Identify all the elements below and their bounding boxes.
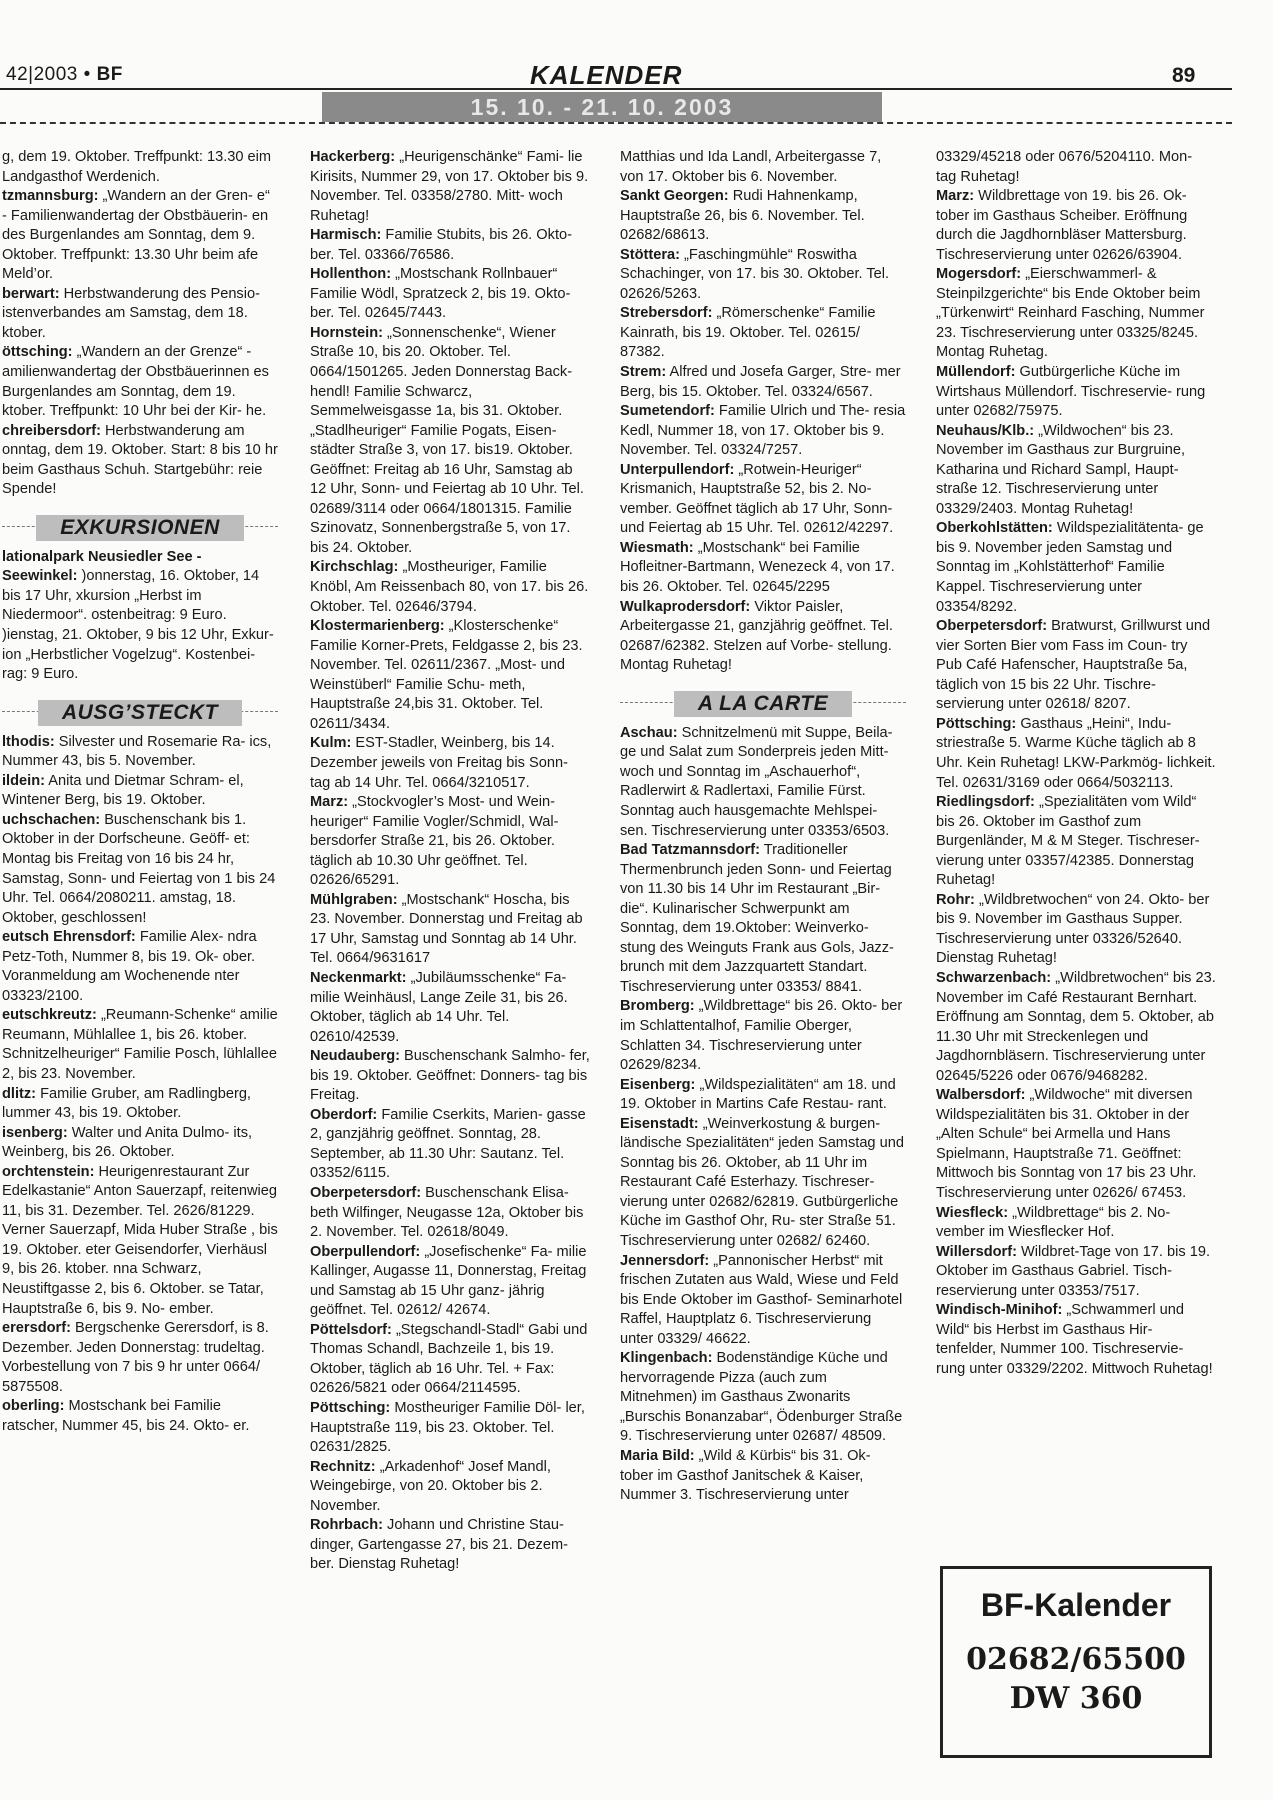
entry-place: Klingenbach: xyxy=(620,1350,713,1367)
entry xyxy=(310,1243,592,1321)
entry-place: Oberpullendorf: xyxy=(310,1243,421,1260)
entry xyxy=(2,148,278,187)
entry-place: tzmannsburg: xyxy=(2,188,99,205)
entry xyxy=(936,617,1216,715)
entry-text: Rudi Hahnenkamp, Hauptstraße 26, bis 6. November. Tel. 02682/68613. xyxy=(620,188,865,244)
entry-text: Bodenständige Küche und hervorragende Pizza (auch zum Mitnehmen) im Gasthaus Zwonarits „Burschis Bonanzabar“, Ödenburger Straße 9. Tischreservierung unter 02687/ 48509. xyxy=(620,1350,903,1445)
entry xyxy=(310,1321,592,1399)
contact-box-extension: DW 360 xyxy=(1009,1681,1143,1716)
entry xyxy=(936,187,1216,265)
section-header-exkursionen xyxy=(2,515,278,541)
entry-text: „Wildbretwochen“ von 24. Okto- ber bis 9. November im Gasthaus Supper. Tischreservierung unter 03326/52640. Dienstag Ruhetag! xyxy=(936,891,1210,967)
entry-text: Gasthaus „Heini“, Indu- striestraße 5. Warme Küche täglich ab 8 Uhr. Kein Ruhetag! LKW-Parkmög- lichkeit. Tel. 02631/3169 oder 0664/5032113. xyxy=(936,715,1216,791)
ausgsteckt-entries-continued xyxy=(310,148,592,1575)
entry-place: öttsching: xyxy=(2,344,73,361)
entry-place: dlitz: xyxy=(2,1085,37,1102)
entry-text: Familie Gruber, am Radlingberg, lummer 43, bis 19. Oktober. xyxy=(2,1085,251,1122)
entry-text: Buschenschank bis 1. Oktober in der Dorfscheune. Geöff- et: Montag bis Freitag von 16 bis 24 hr, Samstag, Sonn- und Feiertag von 1 bis 24 Uhr. Tel. 0664/2080211. amstag, 18. Oktober, geschlossen! xyxy=(2,811,276,926)
column-1 xyxy=(2,148,278,1436)
entry-text: „Mostschank Rollnbauer“ Familie Wödl, Spratzeck 2, bis 19. Okto- ber. Tel. 02645/7443. xyxy=(310,266,571,322)
entry-text: „Weinverkostung & burgen- ländische Spezialitäten“ jeden Samstag und Sonntag bis 26. Oktober, ab 11 Uhr im Restaurant Café Esterhazy. Tischreser- vierung unter 02682/62819. Gutbürgerliche Küche im Gasthof Ohr, Ru- ster Straße 51. Tischreservierung unter 02682/ 62460. xyxy=(620,1115,904,1249)
entry-place: Harmisch: xyxy=(310,227,382,244)
entry xyxy=(2,187,278,285)
entry-text: Traditioneller Thermenbrunch jeden Sonn- und Feiertag von 11.30 bis 14 Uhr im Restaurant „Bir- die“. Kulinarischer Schwerpunkt am Sonntag, dem 19.Oktober: Weinverko- stung des Weinguts Frank aus Gols, Jazz- brunch mit dem Jazzquartett Standart. Tischreservierung unter 03353/ 8841. xyxy=(620,842,894,995)
entry xyxy=(2,1397,278,1436)
entry-text: „Klosterschenke“ Familie Korner-Prets, Feldgasse 2, bis 23. November. Tel. 02611/2367. „Most- und Weinstüberl“ Familie Schu- meth, Hauptstraße 24,bis 31. Oktober. Tel. 02611/3434. xyxy=(310,618,583,732)
entry-place: Maria Bild: xyxy=(620,1448,695,1464)
entry xyxy=(620,304,906,363)
entry-text: „Rotwein-Heuriger“ Krismanich, Hauptstraße 52, bis 2. No- vember. Geöffnet täglich ab 17 Uhr, Sonn- und Feiertag ab 15 Uhr. Tel. 02612/42297. xyxy=(620,461,894,537)
entry-place: Oberdorf: xyxy=(310,1106,378,1123)
entry-place: Pöttsching: xyxy=(310,1400,391,1416)
entry-text: Herbstwanderung am onntag, dem 19. Oktober. Start: 8 bis 10 hr beim Gasthaus Schuh. Startgebühr: reie Spende! xyxy=(2,422,278,498)
entry-place: Neudauberg: xyxy=(310,1048,400,1065)
entry-place: chreibersdorf: xyxy=(2,422,101,439)
entry-text: Familie Alex- ndra Petz-Toth, Nummer 8, bis 19. Ok- ober. Voranmeldung am Wochenende nter 03323/2100. xyxy=(2,929,257,1004)
entry-place: Bad Tatzmannsdorf: xyxy=(620,842,760,859)
entry-place: orchtenstein: xyxy=(2,1163,95,1180)
entry-place: Bromberg: xyxy=(620,998,695,1015)
entry-place: Eisenberg: xyxy=(620,1076,696,1093)
entry-place: Pöttsching: xyxy=(936,715,1017,732)
entry-text: Anita und Dietmar Schram- el, Wintener Berg, bis 19. Oktober. xyxy=(2,772,244,809)
entry-place: Oberpetersdorf: xyxy=(310,1184,422,1201)
entry-text: „Wandern an der Grenze“ - amilienwandertag der Obstbäuerinnen es Burgenlandes am Sonntag, dem 19. ktober. Treffpunkt: 10 Uhr bei der Kir- he. xyxy=(2,344,269,420)
entry xyxy=(936,891,1216,969)
entry xyxy=(2,733,278,772)
entry-place: Hornstein: xyxy=(310,324,383,341)
column-3 xyxy=(620,148,906,1506)
entry xyxy=(620,363,906,402)
entry xyxy=(620,724,906,841)
entry-text: Walter und Anita Dulmo- its, Weinberg, bis 26. Oktober. xyxy=(2,1124,253,1161)
a-la-carte-entries-continued xyxy=(936,148,1216,1379)
entry xyxy=(2,343,278,421)
entry-text: „Heurigenschänke“ Fami- lie Kirisits, Nummer 29, von 17. Oktober bis 9. November. Tel. 03358/2780. Mitt- woch Ruhetag! xyxy=(310,149,589,224)
entry-place: Marz: xyxy=(310,794,349,811)
entry-place: Neckenmarkt: xyxy=(310,969,407,986)
entry xyxy=(2,548,278,685)
entry-text: „Mostheuriger, Familie Knöbl, Am Reissenbach 80, von 17. bis 26. Oktober. Tel. 02646/3794. xyxy=(310,559,589,615)
entry xyxy=(620,1349,906,1447)
entry xyxy=(936,1086,1216,1203)
entry xyxy=(620,402,906,461)
entry xyxy=(310,969,592,1047)
entry xyxy=(310,226,592,265)
header-rule xyxy=(0,88,1232,90)
entry-place: eutsch Ehrensdorf: xyxy=(2,929,136,946)
entry xyxy=(620,148,906,187)
entry xyxy=(310,1047,592,1106)
entry-place: Strebersdorf: xyxy=(620,305,713,322)
entry-place: Rohr: xyxy=(936,891,975,908)
entry xyxy=(620,841,906,997)
entry-text: Buschenschank Salmho- fer, bis 19. Oktober. Geöffnet: Donners- tag bis Freitag. xyxy=(310,1048,590,1104)
entry-place: Wiesfleck: xyxy=(936,1204,1009,1221)
entry-text: Herbstwanderung des Pensio- istenverbandes am Samstag, dem 18. ktober. xyxy=(2,285,260,341)
entry-place: Riedlingsdorf: xyxy=(936,794,1035,811)
issue-number: 42|2003 • xyxy=(6,64,91,85)
magazine-name: BF xyxy=(96,64,123,85)
entry xyxy=(310,1399,592,1458)
entry xyxy=(310,1516,592,1575)
entry-text: „Mostschank“ bei Familie Hofleitner-Bartmann, Wenezeck 4, von 17. bis 26. Oktober. Tel. 02645/2295 xyxy=(620,539,895,596)
entry-text: Wildspezialitätenta- ge bis 9. November jeden Samstag und Sonntag im „Kohlstätterhof“ Familie Kappel. Tischreservierung unter 03354/8292. xyxy=(936,520,1204,615)
entry xyxy=(310,1458,592,1517)
entry-place: Sumetendorf: xyxy=(620,403,715,420)
entry-text: „Faschingmühle“ Roswitha Schachinger, von 17. bis 30. Oktober. Tel. 02626/5263. xyxy=(620,246,890,302)
page-title: KALENDER xyxy=(530,60,683,90)
entry xyxy=(620,187,906,246)
entry xyxy=(310,734,592,793)
entry-place: Sankt Georgen: xyxy=(620,188,729,205)
contact-box-phone: 02682/65500 xyxy=(966,1642,1186,1677)
entry-text: „Sonnenschenke“, Wiener Straße 10, bis 20. Oktober. Tel. 0664/1501265. Jeden Donnerstag Back- hendl! Familie Schwarcz, Semmelweisgasse 1a, bis 31. Oktober. „Stadlheuriger“ Familie Pogats, Eisen- städter Straße 3, von 17. bis19. Oktober. Geöffnet: Freitag ab 16 Uhr, Samstag ab 12 Uhr, Sonn- und Feiertag ab 10 Uhr. Tel. 02689/3114 oder 0664/1801315. Familie Szinovatz, Sonnenbergstraße 5, von 17. bis 24. Oktober. xyxy=(310,324,584,556)
section-header-a-la-carte xyxy=(620,691,906,717)
entry xyxy=(2,772,278,811)
entry-text: „Mostschank“ Hoscha, bis 23. November. Donnerstag und Freitag ab 17 Uhr, Samstag und Sonntag ab 14 Uhr. Tel. 0664/9631617 xyxy=(310,891,583,967)
entry-text: „Spezialitäten vom Wild“ bis 26. Oktober im Gasthof zum Burgenländer, M & M Steger. Tischreser- vierung unter 03357/42385. Donnerstag Ruhetag! xyxy=(936,794,1200,889)
entry-place: Wulkaprodersdorf: xyxy=(620,598,751,615)
entry-text: „Stegschandl-Stadl“ Gabi und Thomas Schandl, Bachzeile 1, bis 19. Oktober, täglich ab 16 Uhr. Tel. + Fax: 02626/5821 oder 0664/2114595. xyxy=(310,1321,588,1397)
entry-place: ildein: xyxy=(2,772,45,789)
entry-place: isenberg: xyxy=(2,1124,68,1141)
entry-text: „Wildbretwochen“ bis 23. November im Café Restaurant Bernhart. Eröffnung am Sonntag, dem 5. Oktober, ab 11.30 Uhr mit Streckenlegen und Jagdhornbläsern. Tischreservierung unter 02645/5226 oder 0676/9468282. xyxy=(936,969,1216,1084)
entry xyxy=(936,363,1216,422)
ausgsteckt-entries-end xyxy=(620,148,906,676)
entry-place: Müllendorf: xyxy=(936,364,1016,381)
entry xyxy=(936,1243,1216,1302)
entry xyxy=(620,1076,906,1115)
entry xyxy=(936,148,1216,187)
entry-text: „Wildspezialitäten“ am 18. und 19. Oktober in Martins Cafe Restau- rant. xyxy=(620,1076,896,1113)
entry xyxy=(2,811,278,928)
entry-text: Johann und Christine Stau- dinger, Gartengasse 27, bis 21. Dezem- ber. Dienstag Ruhetag! xyxy=(310,1517,568,1573)
entry xyxy=(620,997,906,1075)
entry-place: oberling: xyxy=(2,1398,65,1415)
entry-place: lthodis: xyxy=(2,733,55,750)
entry xyxy=(620,246,906,305)
entry xyxy=(310,265,592,324)
entry-place: berwart: xyxy=(2,285,60,302)
entry-place: eutschkreutz: xyxy=(2,1007,97,1024)
column-4 xyxy=(936,148,1216,1379)
entry-text: „Stockvogler’s Most- und Wein- heuriger“ Familie Vogler/Schmidl, Wal- bersdorfer Straße 21, bis 26. Oktober. täglich ab 10.30 Uhr geöffnet. Tel. 02626/65291. xyxy=(310,794,559,889)
entry-place: Hollenthon: xyxy=(310,266,392,283)
entry-text: „Wildwochen“ bis 23. November im Gasthaus zur Burgruine, Katharina und Richard Sampl, Haupt- straße 12. Tischreservierung unter 03329/2403. Montag Ruhetag! xyxy=(936,422,1186,517)
entry-text: Familie Stubits, bis 26. Okto- ber. Tel. 03366/76586. xyxy=(310,227,572,263)
entry xyxy=(936,715,1216,793)
entry-text: „Römerschenke“ Familie Kainrath, bis 19. Oktober. Tel. 02615/ 87382. xyxy=(620,305,876,361)
entry-place: uchschachen: xyxy=(2,811,101,828)
entry-place: Marz: xyxy=(936,188,975,205)
entry xyxy=(310,793,592,891)
entry xyxy=(2,422,278,500)
contact-box xyxy=(940,1566,1212,1758)
entry-text: Schnitzelmenü mit Suppe, Beila- ge und Salat zum Sonderpreis jeden Mitt- woch und Sonntag im „Aschauerhof“, Radlerwirt & Radlertaxi, Familie Fürst. Sonntag auch hausgemachte Mehlspei- sen. Tischreservierung unter 03353/6503. xyxy=(620,724,893,839)
entry-text: „Jubiläumsschenke“ Fa- milie Weinhäusl, Lange Zeile 31, bis 26. Oktober, täglich ab 14 Uhr. Tel. 02610/42539. xyxy=(310,969,568,1045)
entry-place: Stöttera: xyxy=(620,246,680,263)
entry-text: Mostheuriger Familie Döl- ler, Hauptstraße 119, bis 23. Oktober. Tel. 02631/2825. xyxy=(310,1400,585,1456)
entry xyxy=(936,519,1216,617)
entry-text: Heurigenrestaurant Zur Edelkastanie“ Anton Sauerzapf, reitenwieg 11, bis 31. Dezember. Tel. 2626/81229. Verner Sauerzapf, Mida Huber Straße , bis 19. Oktober. eter Geisendorfer, Vierhäusl 9, bis 26. ktober. nna Schwarz, Neustiftgasse 2, bis 6. Oktober. se Tatar, Hauptstraße 6, bis 9. No- ember. xyxy=(2,1163,278,1317)
entry xyxy=(2,1085,278,1124)
entry-text: „Reumann-Schenke“ amilie Reumann, Mühlallee 1, bis 26. ktober. Schnitzelheuriger“ Familie Posch, lühlallee 2, bis 23. November. xyxy=(2,1007,278,1082)
entry-text: „Wildbrettage“ bis 2. No- vember im Wiesflecker Hof. xyxy=(936,1204,1171,1241)
entry-text: Alfred und Josefa Garger, Stre- mer Berg, bis 15. Oktober. Tel. 03324/6567. xyxy=(620,364,901,400)
entry xyxy=(2,1006,278,1084)
column-2 xyxy=(310,148,592,1575)
entry xyxy=(936,1204,1216,1243)
entry xyxy=(2,1163,278,1319)
entry-text: Familie Ulrich und The- resia Kedl, Nummer 18, von 17. Oktober bis 9. November. Tel. 03324/7257. xyxy=(620,403,906,459)
entry-place: erersdorf: xyxy=(2,1320,71,1337)
entry-text: „Eierschwammerl- & Steinpilzgerichte“ bis Ende Oktober beim „Türkenwirt“ Reinhard Fasching, Nummer 23. Tischreservierung unter 03325/8245. Montag Ruhetag. xyxy=(936,266,1205,361)
entry xyxy=(310,1184,592,1243)
ausgsteckt-entries xyxy=(2,733,278,1437)
entry-place: Pöttelsdorf: xyxy=(310,1321,392,1338)
entry-place: Oberkohlstätten: xyxy=(936,520,1053,537)
entry-place: Rechnitz: xyxy=(310,1458,376,1475)
section-title: AUSG’STECKT xyxy=(38,700,242,726)
entry xyxy=(936,422,1216,520)
entry-text: Wildbret-Tage von 17. bis 19. Oktober im Gasthaus Gabriel. Tisch- reservierung unter 03353/7517. xyxy=(936,1243,1211,1299)
entry-place: Kulm: xyxy=(310,735,352,752)
entry-text: EST-Stadler, Weinberg, bis 14. Dezember jeweils von Freitag bis Sonn- tag ab 14 Uhr. Tel. 0664/3210517. xyxy=(310,735,568,791)
entry-place: Schwarzenbach: xyxy=(936,969,1052,986)
entry-text: „Josefischenke“ Fa- milie Kallinger, Augasse 11, Donnerstag, Freitag und Samstag ab 15 Uhr ganz- jährig geöffnet. Tel. 02612/ 42674. xyxy=(310,1243,587,1319)
entry-text: Viktor Paisler, Arbeitergasse 21, ganzjährig geöffnet. Tel. 02687/62382. Stelzen auf Vorbe- stellung. Montag Ruhetag! xyxy=(620,598,893,674)
entry-text: Silvester und Rosemarie Ra- ics, Nummer 43, bis 5. November. xyxy=(2,733,272,770)
entry-text: „Arkadenhof“ Josef Mandl, Weingebirge, von 20. Oktober bis 2. November. xyxy=(310,1458,551,1514)
entry-text: Wildbrettage von 19. bis 26. Ok- tober im Gasthaus Scheiber. Eröffnung durch die Jagdhornbläser Mattersburg. Tischreservierung unter 02626/63904. xyxy=(936,188,1188,263)
entry-place: Jennersdorf: xyxy=(620,1252,710,1269)
entry-text: „Wildwoche“ mit diversen Wildspezialitäten bis 31. Oktober in der „Alten Schule“ bei Armella und Hans Spielmann, Hauptstraße 71. Geöffnet: Mittwoch bis Sonntag von 17 bis 23 Uhr. Tischreservierung unter 02626/ 67453. xyxy=(936,1087,1197,1201)
entry-place: Walbersdorf: xyxy=(936,1087,1026,1104)
entry-place: Windisch-Minihof: xyxy=(936,1302,1063,1319)
entry xyxy=(936,969,1216,1086)
page-number: 89 xyxy=(1172,64,1196,87)
entry-text: „Wild & Kürbis“ bis 31. Ok- tober im Gasthof Janitschek & Kaiser, Nummer 3. Tischreservierung unter xyxy=(620,1448,871,1504)
exkursionen-entries xyxy=(2,548,278,685)
entry-text: 03329/45218 oder 0676/5204110. Mon- tag Ruhetag! xyxy=(936,149,1193,185)
section-title: EXKURSIONEN xyxy=(36,515,244,541)
entry-place: Oberpetersdorf: xyxy=(936,618,1048,635)
entry-place: Unterpullendorf: xyxy=(620,461,735,478)
entry-text: „Pannonischer Herbst“ mit frischen Zutaten aus Wald, Wiese und Feld bis Ende Oktober im Gasthof- Seminarhotel Raffel, Hauptplatz 6. Tischreservierung unter 03329/ 46622. xyxy=(620,1252,903,1347)
entry-place: Mühlgraben: xyxy=(310,891,398,908)
date-range-band: 15. 10. - 21. 10. 2003 xyxy=(322,92,882,122)
issue-label xyxy=(6,64,123,86)
entry-place: Mogersdorf: xyxy=(936,266,1022,283)
entry-place: Kirchschlag: xyxy=(310,559,399,576)
entry-text: Familie Cserkits, Marien- gasse 2, ganzjährig geöffnet. Sonntag, 28. September, ab 11.30 Uhr: Sautanz. Tel. 03352/6115. xyxy=(310,1106,586,1182)
entry-text: Bergschenke Gerersdorf, is 8. Dezember. Jeden Donnerstag: trudeltag. Vorbestellung von 7 bis 9 hr unter 0664/ 5875508. xyxy=(2,1320,269,1395)
section-title: A LA CARTE xyxy=(674,691,852,717)
entry xyxy=(620,598,906,676)
entry-text: Bratwurst, Grillwurst und vier Sorten Bier vom Fass im Coun- try Pub Café Hafenscher, Hauptstraße 5a, täglich von 15 bis 22 Uhr. Tischre- servierung unter 02618/ 8207. xyxy=(936,618,1211,713)
entry xyxy=(2,1319,278,1397)
contact-box-title: BF-Kalender xyxy=(980,1587,1172,1623)
entry-text: Mostschank bei Familie ratscher, Nummer 45, bis 24. Okto- er. xyxy=(2,1398,250,1434)
entry-text: g, dem 19. Oktober. Treffpunkt: 13.30 eim Landgasthof Werdenich. xyxy=(2,149,272,185)
entry-text: )onnerstag, 16. Oktober, 14 bis 17 Uhr, xkursion „Herbst im Niedermoor“. ostenbeitrag: 9 Euro. )ienstag, 21. Oktober, 9 bis 12 Uhr, Exkur- ion „Herbstlicher Vogelzug“. Kostenbei- rag: 9 Euro. xyxy=(2,568,274,683)
entry-place: Eisenstadt: xyxy=(620,1115,699,1132)
entry xyxy=(310,148,592,226)
entry xyxy=(936,793,1216,891)
entry xyxy=(620,461,906,539)
entry-place: Strem: xyxy=(620,364,667,381)
entry-place: Wiesmath: xyxy=(620,539,694,556)
entry xyxy=(620,1252,906,1350)
entry-place: Neuhaus/Klb.: xyxy=(936,422,1035,439)
entry-text: Gutbürgerliche Küche im Wirtshaus Müllendorf. Tischreservie- rung unter 02682/75975. xyxy=(936,364,1206,420)
entry xyxy=(310,558,592,617)
page-header xyxy=(0,60,1240,90)
section-header-ausgsteckt xyxy=(2,700,278,726)
entry-place: Rohrbach: xyxy=(310,1517,383,1534)
entry-place: Aschau: xyxy=(620,724,678,741)
entry-place: Klostermarienberg: xyxy=(310,618,445,635)
entry xyxy=(2,285,278,344)
entry xyxy=(2,928,278,1006)
entry-place: Willersdorf: xyxy=(936,1243,1017,1260)
entry xyxy=(620,539,906,598)
a-la-carte-entries xyxy=(620,724,906,1506)
entry-text: „Wildbrettage“ bis 26. Okto- ber im Schlattentalhof, Familie Oberger, Schlatten 34. Tischreservierung unter 02629/8234. xyxy=(620,998,903,1074)
entry xyxy=(936,1301,1216,1379)
entry-text: „Wandern an der Gren- e“ - Familienwandertag der Obstbäuerin- en des Burgenlandes am Sonntag, dem 9. Oktober. Treffpunkt: 13.30 Uhr beim afe Meld’or. xyxy=(2,188,270,283)
entry xyxy=(310,891,592,969)
entry xyxy=(310,1106,592,1184)
entry-place: lationalpark Neusiedler See - Seewinkel: xyxy=(2,548,202,585)
entry-text: Matthias und Ida Landl, Arbeitergasse 7, von 17. Oktober bis 6. November. xyxy=(620,149,882,185)
wandern-entries xyxy=(2,148,278,500)
entry xyxy=(310,617,592,734)
entry xyxy=(2,1124,278,1163)
entry xyxy=(310,324,592,559)
entry xyxy=(620,1115,906,1252)
entry-text: Buschenschank Elisa- beth Wilfinger, Neugasse 12a, Oktober bis 2. November. Tel. 02618/8049. xyxy=(310,1184,584,1241)
entry xyxy=(936,265,1216,363)
entry-text: „Schwammerl und Wild“ bis Herbst im Gasthaus Hir- tenfelder, Nummer 100. Tischreservie- rung unter 03329/2202. Mittwoch Ruhetag! xyxy=(936,1302,1213,1377)
entry-place: Hackerberg: xyxy=(310,149,396,165)
dashed-divider xyxy=(0,122,1232,124)
entry xyxy=(620,1447,906,1506)
